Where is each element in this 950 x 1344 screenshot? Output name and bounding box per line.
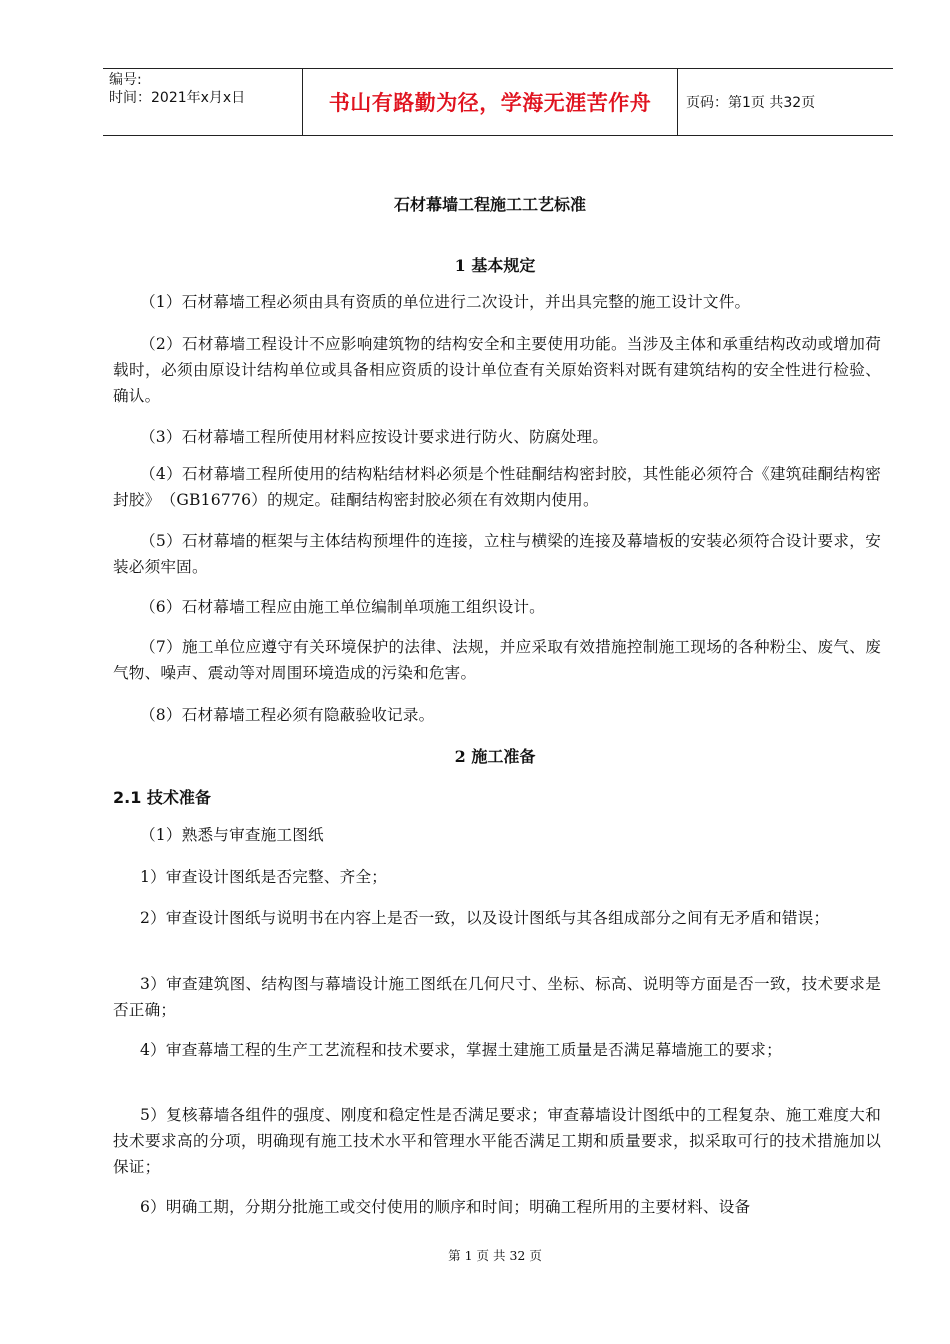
subsection-heading-2-1: 2.1 技术准备 [113, 788, 211, 807]
paragraph-q1: （1）熟悉与审查施工图纸 [140, 826, 324, 844]
paragraph-7: （7）施工单位应遵守有关环境保护的法律、法规，并应采取有效措施控制施工现场的各种粉尘、废气、废气物、噪声、震动等对周围环境造成的污染和危害。 [113, 638, 881, 682]
paragraph-3: （3）石材幕墙工程所使用材料应按设计要求进行防火、防腐处理。 [140, 428, 609, 446]
header-motto-cell [303, 69, 678, 135]
page-footer: 第 1 页 共 32 页 [448, 1248, 542, 1263]
paragraph-4: （4）石材幕墙工程所使用的结构粘结材料必须是个性硅酮结构密封胶，其性能必须符合《建筑硅酮结构密封胶》 （GB16776）的规定。硅酮结构密封胶必须在有效期内使用。 [113, 465, 881, 509]
header-meta-cell [103, 69, 303, 135]
paragraph-6: （6）石材幕墙工程应由施工单位编制单项施工组织设计。 [140, 598, 545, 616]
paragraph-r2: 2）审查设计图纸与说明书在内容上是否一致，以及设计图纸与其各组成部分之间有无矛盾和错误； [140, 909, 830, 927]
section-heading-1: 1 基本规定 [454, 256, 536, 275]
header-table [103, 68, 893, 136]
paragraph-8: （8）石材幕墙工程必须有隐蔽验收记录。 [140, 706, 435, 724]
paragraph-2: （2）石材幕墙工程设计不应影响建筑物的结构安全和主要使用功能。当涉及主体和承重结构改动或增加荷载时，必须由原设计结构单位或具备相应资质的设计单位查有关原始资料对既有建筑结构的安全性进行检验、确认。 [113, 335, 881, 405]
number-label: 编号: [109, 72, 142, 88]
section-heading-2: 2 施工准备 [454, 747, 536, 766]
page-label: 页码：第1页 共32页 [686, 95, 816, 111]
motto: 书山有路勤为径，学海无涯苦作舟 [328, 91, 652, 115]
document-title: 石材幕墙工程施工工艺标准 [393, 195, 586, 214]
header-page-cell [678, 69, 893, 135]
paragraph-r3: 3）审查建筑图、结构图与幕墙设计施工图纸在几何尺寸、坐标、标高、说明等方面是否一致，技术要求是否正确； [113, 975, 881, 1019]
time-label: 时间：2021年x月x日 [109, 90, 246, 106]
paragraph-1: （1）石材幕墙工程必须由具有资质的单位进行二次设计，并出具完整的施工设计文件。 [140, 293, 751, 311]
paragraph-5: （5）石材幕墙的框架与主体结构预埋件的连接，立柱与横梁的连接及幕墙板的安装必须符合设计要求，安装必须牢固。 [113, 532, 881, 576]
paragraph-r4: 4）审查幕墙工程的生产工艺流程和技术要求，掌握土建施工质量是否满足幕墙施工的要求； [140, 1041, 782, 1059]
paragraph-r5: 5）复核幕墙各组件的强度、刚度和稳定性是否满足要求；审查幕墙设计图纸中的工程复杂、施工难度大和技术要求高的分项，明确现有施工技术水平和管理水平能否满足工期和质量要求，拟采取可行的技术措施加以保证； [113, 1106, 881, 1176]
paragraph-r1: 1）审查设计图纸是否完整、齐全； [140, 868, 388, 886]
paragraph-r6: 6）明确工期，分期分批施工或交付使用的顺序和时间；明确工程所用的主要材料、设备 [140, 1198, 751, 1216]
